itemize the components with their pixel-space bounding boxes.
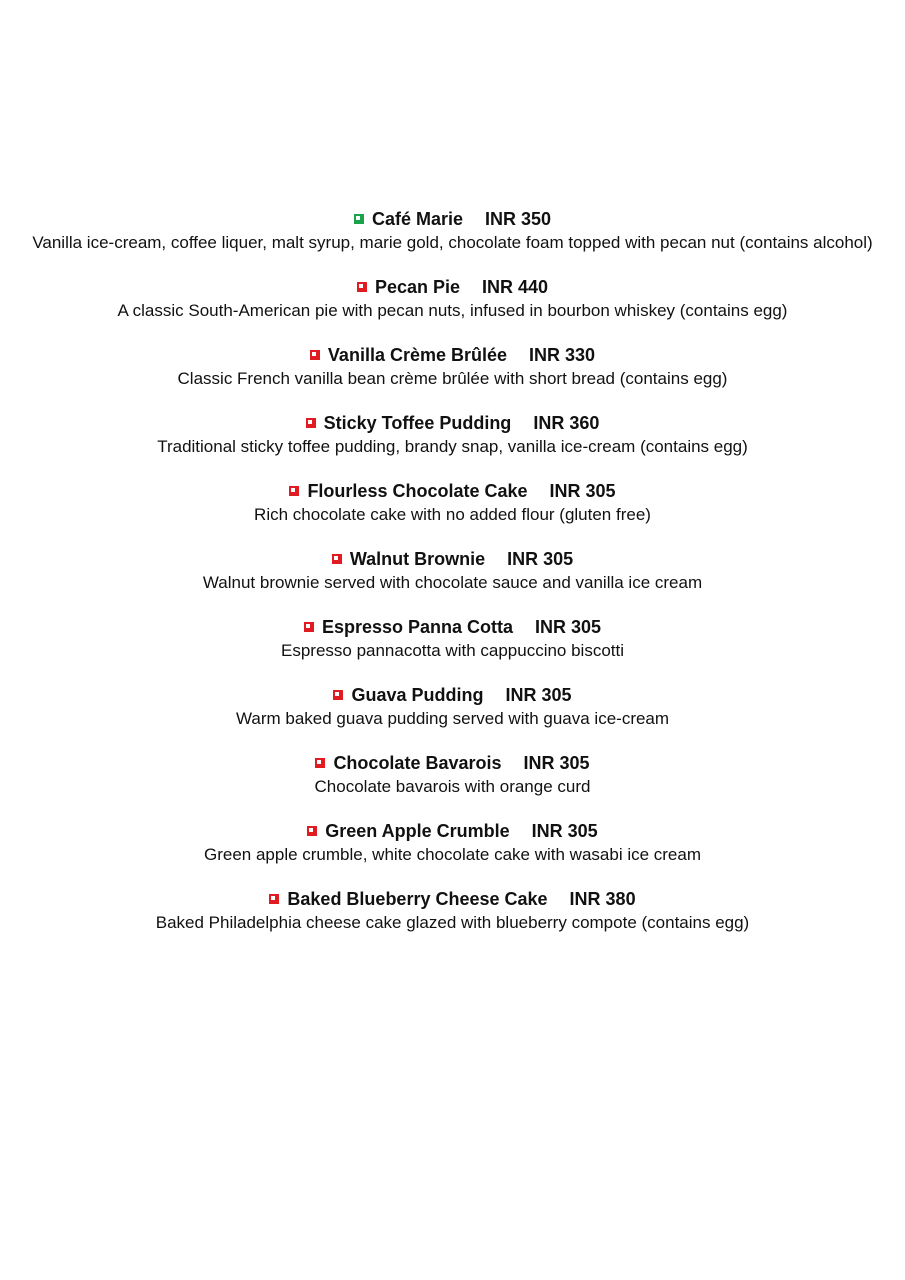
- menu-item-price: INR 305: [523, 753, 590, 773]
- menu-item-description: Rich chocolate cake with no added flour (gluten free): [254, 505, 651, 524]
- menu-item-description: Chocolate bavarois with orange curd: [314, 777, 591, 796]
- non-veg-icon: [315, 758, 325, 768]
- menu-item-description: Espresso pannacotta with cappuccino biscotti: [280, 641, 625, 660]
- menu-item-price: INR 305: [531, 821, 598, 841]
- menu-item-price: INR 350: [485, 209, 552, 229]
- menu-item: [0, 479, 905, 527]
- menu-item-price: INR 305: [535, 617, 602, 637]
- menu-item-name: Walnut Brownie: [349, 549, 486, 569]
- menu-item: [0, 819, 905, 867]
- menu-item: [0, 615, 905, 663]
- menu-item-description: Green apple crumble, white chocolate cake with wasabi ice cream: [203, 845, 702, 864]
- menu-item-name: Café Marie: [371, 209, 463, 229]
- menu-item-name: Espresso Panna Cotta: [321, 617, 513, 637]
- dessert-menu: [0, 207, 905, 955]
- menu-item-description: A classic South-American pie with pecan nuts, infused in bourbon whiskey (contains egg): [117, 301, 788, 320]
- menu-item-name: Green Apple Crumble: [325, 821, 510, 841]
- non-veg-icon: [332, 554, 342, 564]
- menu-item: [0, 275, 905, 323]
- non-veg-icon: [307, 826, 317, 836]
- menu-item-price: INR 330: [529, 345, 596, 365]
- menu-item-title: [0, 819, 905, 843]
- menu-item-title: [0, 411, 905, 435]
- non-veg-icon: [289, 486, 299, 496]
- non-veg-icon: [357, 282, 367, 292]
- non-veg-icon: [269, 894, 279, 904]
- menu-item-description: Baked Philadelphia cheese cake glazed with blueberry compote (contains egg): [155, 913, 750, 932]
- menu-item-name: Baked Blueberry Cheese Cake: [287, 889, 548, 909]
- menu-item: [0, 887, 905, 935]
- menu-item-name: Guava Pudding: [351, 685, 484, 705]
- menu-item-name: Pecan Pie: [374, 277, 460, 297]
- menu-item-title: [0, 479, 905, 503]
- menu-item-description: Vanilla ice-cream, coffee liquer, malt syrup, marie gold, chocolate foam topped with pecan nut (contains alcohol): [32, 233, 873, 252]
- menu-item-price: INR 305: [549, 481, 616, 501]
- menu-item: [0, 547, 905, 595]
- menu-item-price: INR 360: [533, 413, 600, 433]
- menu-item-price: INR 305: [507, 549, 574, 569]
- menu-item-name: Vanilla Crème Brûlée: [327, 345, 508, 365]
- menu-item-title: [0, 207, 905, 231]
- menu-item-title: [0, 275, 905, 299]
- menu-item-title: [0, 683, 905, 707]
- menu-item-description: Warm baked guava pudding served with guava ice-cream: [235, 709, 670, 728]
- menu-item-description: Classic French vanilla bean crème brûlée with short bread (contains egg): [177, 369, 728, 388]
- non-veg-icon: [304, 622, 314, 632]
- non-veg-icon: [333, 690, 343, 700]
- menu-item-name: Sticky Toffee Pudding: [323, 413, 512, 433]
- menu-item: [0, 411, 905, 459]
- menu-item-title: [0, 343, 905, 367]
- menu-item-description: Walnut brownie served with chocolate sauce and vanilla ice cream: [202, 573, 703, 592]
- menu-item: [0, 751, 905, 799]
- menu-item-name: Chocolate Bavarois: [333, 753, 502, 773]
- non-veg-icon: [310, 350, 320, 360]
- menu-item: [0, 207, 905, 255]
- menu-item-name: Flourless Chocolate Cake: [307, 481, 528, 501]
- veg-icon: [354, 214, 364, 224]
- menu-item-title: [0, 887, 905, 911]
- menu-item-title: [0, 615, 905, 639]
- menu-item-price: INR 380: [569, 889, 636, 909]
- menu-item: [0, 343, 905, 391]
- menu-item-price: INR 305: [505, 685, 572, 705]
- menu-item-description: Traditional sticky toffee pudding, brandy snap, vanilla ice-cream (contains egg): [157, 437, 748, 456]
- menu-item-title: [0, 751, 905, 775]
- non-veg-icon: [306, 418, 316, 428]
- menu-item-title: [0, 547, 905, 571]
- menu-item: [0, 683, 905, 731]
- menu-item-price: INR 440: [482, 277, 549, 297]
